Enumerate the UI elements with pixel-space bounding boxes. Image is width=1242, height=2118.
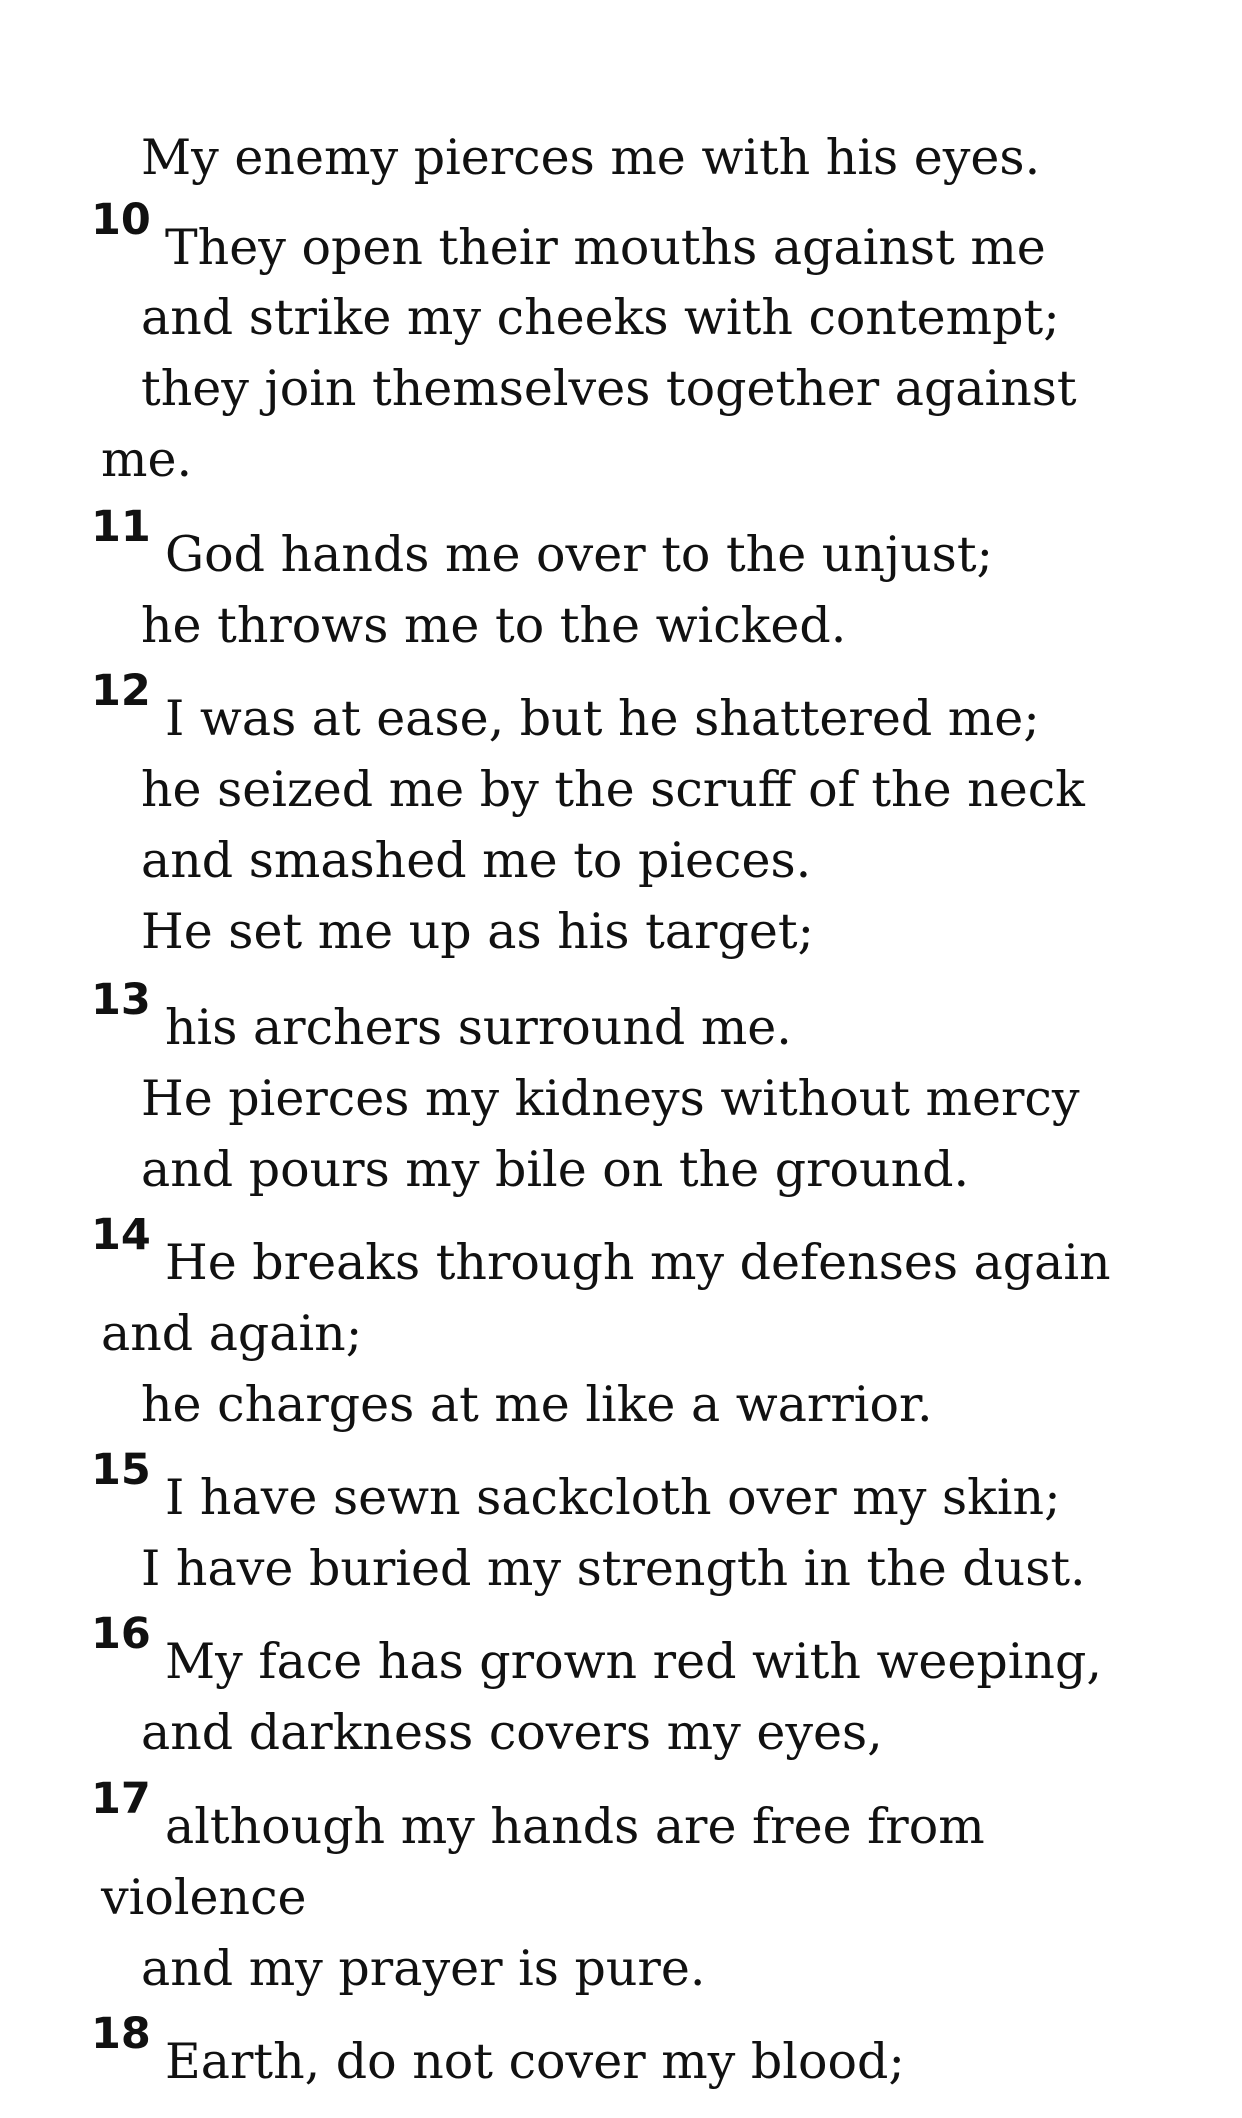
verse-line: I have buried my strength in the dust. <box>141 1540 1086 1597</box>
verse-line: and smashed me to pieces. <box>141 832 812 889</box>
verse-line: They open their mouths against me <box>165 219 1046 276</box>
verse-line: his archers surround me. <box>165 999 792 1056</box>
verse-number: 10 <box>91 195 151 245</box>
verse-line-wrap: violence <box>101 1869 307 1926</box>
verse-line: they join themselves together against <box>141 360 1077 417</box>
verse-line: he charges at me like a warrior. <box>141 1376 933 1433</box>
verse-line: He pierces my kidneys without mercy <box>141 1070 1080 1127</box>
verse-line: I have sewn sackcloth over my skin; <box>165 1469 1061 1526</box>
verse-line: and darkness covers my eyes, <box>141 1704 883 1761</box>
verse-number: 15 <box>91 1445 151 1495</box>
verse-line: Earth, do not cover my blood; <box>165 2033 905 2090</box>
verse-line: My face has grown red with weeping, <box>165 1633 1102 1690</box>
verse-line: and strike my cheeks with contempt; <box>141 289 1060 346</box>
verse-number: 16 <box>91 1609 151 1659</box>
verse-number: 13 <box>91 975 151 1025</box>
verse-line: My enemy pierces me with his eyes. <box>141 129 1041 186</box>
verse-number: 11 <box>91 502 151 552</box>
verse-line: and my prayer is pure. <box>141 1940 706 1997</box>
verse-number: 18 <box>91 2009 151 2059</box>
verse-line: He breaks through my defenses again <box>165 1234 1111 1291</box>
verse-line: although my hands are free from <box>165 1798 985 1855</box>
verse-line: I was at ease, but he shattered me; <box>165 690 1040 747</box>
verse-line: he seized me by the scruff of the neck <box>141 761 1085 818</box>
verse-line: God hands me over to the unjust; <box>165 526 994 583</box>
verse-line-wrap: me. <box>101 431 193 488</box>
verse-line-wrap: and again; <box>101 1305 363 1362</box>
verse-number: 17 <box>91 1774 151 1824</box>
verse-number: 12 <box>91 666 151 716</box>
verse-line: and pours my bile on the ground. <box>141 1141 970 1198</box>
verse-number: 14 <box>91 1210 151 1260</box>
verse-line: He set me up as his target; <box>141 903 815 960</box>
verse-line: he throws me to the wicked. <box>141 597 847 654</box>
